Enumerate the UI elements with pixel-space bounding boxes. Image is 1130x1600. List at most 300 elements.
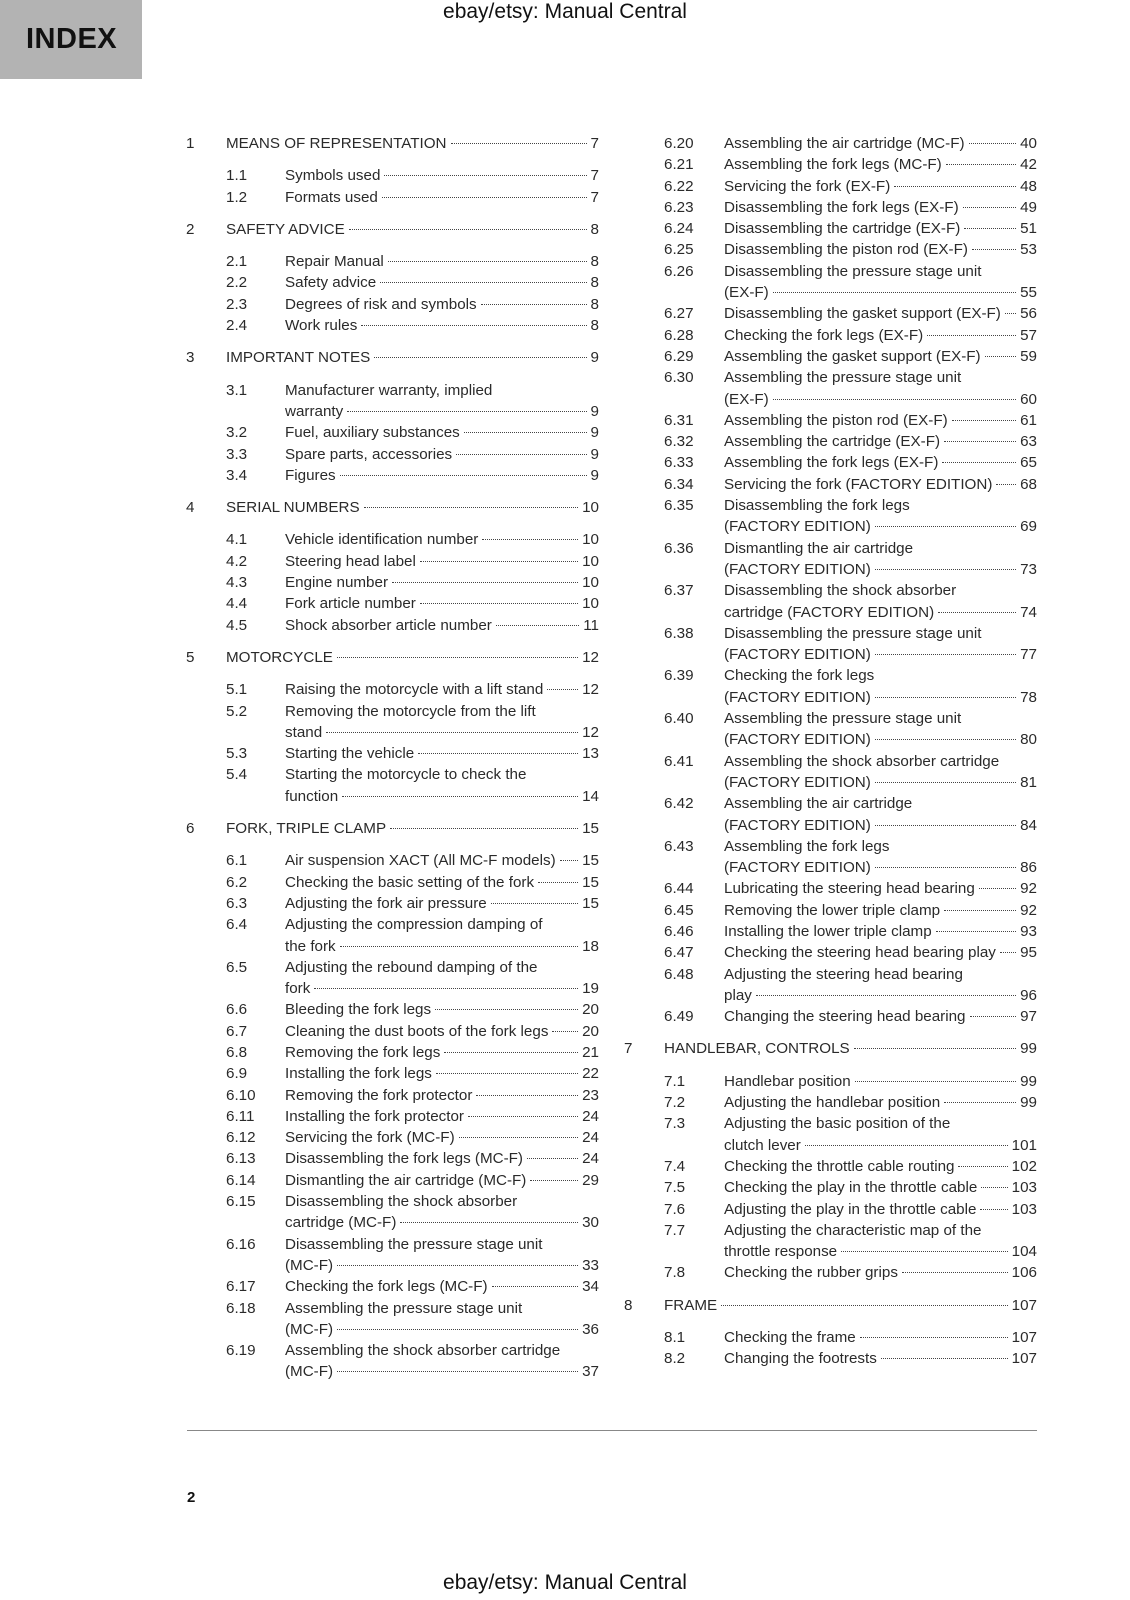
toc-entry-number: 4.4 [226,595,248,613]
toc-entry-title: (MC-F) [285,1363,334,1381]
toc-entry-title: Disassembling the pressure stage unit [724,262,982,280]
toc-entry-title: Adjusting the basic position of the [724,1115,951,1133]
toc-entry-number: 5 [186,648,195,666]
toc-entry-number: 5.2 [226,702,248,720]
toc-entry-title: Assembling the fork legs [724,837,890,855]
leader-dots [364,507,578,508]
toc-section-entry [186,893,599,914]
toc-entry-title: SAFETY ADVICE [226,220,345,238]
toc-section-entry [624,197,1037,218]
toc-entry-title: Shock absorber article number [285,616,492,634]
toc-entry-number: 5.3 [226,745,248,763]
toc-entry-number: 6.45 [664,901,694,919]
leader-dots [530,1180,578,1181]
leader-dots [938,612,1016,613]
leader-dots [875,782,1016,783]
toc-entry-number: 7 [624,1040,633,1058]
leader-dots [382,197,587,198]
toc-entry-title: Checking the basic setting of the fork [285,873,535,891]
toc-entry-title: (FACTORY EDITION) [724,646,871,664]
toc-entry-page: 10 [582,499,599,517]
toc-entry-title: Installing the fork protector [285,1107,464,1125]
toc-entry-page: 81 [1020,773,1037,791]
toc-section-entry [186,850,599,871]
leader-dots [451,143,587,144]
toc-entry-title: Steering head label [285,552,416,570]
toc-entry-title: Symbols used [285,167,381,185]
toc-section-entry [624,708,1037,751]
toc-entry-page: 7 [590,167,599,185]
toc-entry-title: Checking the fork legs (MC-F) [285,1278,488,1296]
toc-chapter-entry [186,497,599,518]
leader-dots [481,304,587,305]
toc-entry-number: 6.16 [226,1235,256,1253]
toc-section-entry [186,165,599,186]
leader-dots [1000,952,1016,953]
leader-dots [860,1337,1008,1338]
toc-entry-page: 61 [1020,411,1037,429]
toc-entry-page: 8 [590,253,599,271]
toc-entry-number: 6.21 [664,156,694,174]
toc-entry-number: 6.32 [664,433,694,451]
toc-entry-page: 8 [590,295,599,313]
watermark-bottom: ebay/etsy: Manual Central [443,1571,687,1594]
toc-entry-title: Vehicle identification number [285,531,479,549]
toc-entry-page: 21 [582,1043,599,1061]
toc-entry-title: Disassembling the piston rod (EX-F) [724,241,968,259]
leader-dots [552,1031,578,1032]
leader-dots [418,753,578,754]
toc-entry-page: 10 [582,595,599,613]
toc-entry-page: 99 [1020,1040,1037,1058]
toc-entry-number: 6.19 [226,1342,256,1360]
toc-section-entry [624,239,1037,260]
toc-entry-title: Safety advice [285,274,377,292]
toc-section-entry [624,367,1037,410]
toc-entry-page: 73 [1020,560,1037,578]
leader-dots [464,432,587,433]
toc-entry-title: Checking the rubber grips [724,1264,898,1282]
toc-section-entry [624,900,1037,921]
toc-section-entry [186,743,599,764]
toc-section-entry [624,793,1037,836]
toc-entry-title: Disassembling the fork legs (EX-F) [724,198,959,216]
toc-entry-number: 6.9 [226,1065,248,1083]
toc-section-entry [624,964,1037,1007]
toc-entry-page: 37 [582,1363,599,1381]
toc-left-column [186,130,599,1383]
leader-dots [805,1145,1008,1146]
toc-section-entry [624,133,1037,154]
toc-section-entry [624,154,1037,175]
toc-entry-title: (FACTORY EDITION) [724,816,871,834]
toc-section-entry [624,1113,1037,1156]
toc-section-entry [624,303,1037,324]
toc-entry-title: Lubricating the steering head bearing [724,880,975,898]
toc-entry-title: Adjusting the play in the throttle cable [724,1200,977,1218]
toc-entry-number: 8.2 [664,1350,686,1368]
toc-entry-number: 4.2 [226,552,248,570]
toc-entry-page: 107 [1011,1329,1037,1347]
toc-section-entry [186,465,599,486]
leader-dots [773,399,1016,400]
toc-entry-title: Assembling the pressure stage unit [724,710,962,728]
toc-entry-title: Raising the motorcycle with a lift stand [285,681,544,699]
leader-dots [337,1371,578,1372]
toc-entry-number: 5.1 [226,681,248,699]
toc-section-entry [186,529,599,550]
leader-dots [347,411,586,412]
toc-entry-title: FRAME [664,1296,718,1314]
toc-entry-title: Assembling the gasket support (EX-F) [724,347,981,365]
toc-entry-title: Air suspension XACT (All MC-F models) [285,852,556,870]
index-tab-label: INDEX [26,23,118,55]
toc-entry-title: Bleeding the fork legs [285,1001,432,1019]
toc-entry-number: 6.5 [226,958,248,976]
toc-entry-title: Assembling the cartridge (EX-F) [724,433,941,451]
toc-entry-number: 6.31 [664,411,694,429]
toc-entry-title: clutch lever [724,1136,801,1154]
toc-entry-title: Disassembling the shock absorber [285,1193,518,1211]
toc-entry-page: 15 [582,873,599,891]
toc-entry-title: Spare parts, accessories [285,445,453,463]
toc-entry-number: 2.3 [226,295,248,313]
toc-entry-title: warranty [285,402,344,420]
toc-section-entry [186,872,599,893]
toc-entry-title: Removing the motorcycle from the lift [285,702,536,720]
leader-dots [420,603,578,604]
leader-dots [380,282,586,283]
toc-entry-title: Disassembling the shock absorber [724,582,957,600]
leader-dots [875,526,1016,527]
leader-dots [456,454,586,455]
toc-section-entry [186,957,599,1000]
leader-dots [444,1052,578,1053]
toc-entry-title: throttle response [724,1243,838,1261]
leader-dots [496,625,579,626]
toc-entry-title: Removing the lower triple clamp [724,901,941,919]
toc-entry-number: 6.38 [664,624,694,642]
leader-dots [1005,313,1016,314]
toc-entry-number: 7.6 [664,1200,686,1218]
toc-section-entry [186,1191,599,1234]
toc-entry-title: (EX-F) [724,284,769,302]
toc-section-entry [186,422,599,443]
toc-section-entry [624,410,1037,431]
toc-entry-page: 12 [582,648,599,666]
toc-entry-number: 6.27 [664,305,694,323]
toc-entry-page: 103 [1011,1200,1037,1218]
toc-chapter-entry [186,219,599,240]
toc-section-entry [624,1071,1037,1092]
toc-section-entry [624,495,1037,538]
footer-divider [187,1430,1037,1431]
leader-dots [721,1305,1008,1306]
toc-entry-page: 65 [1020,454,1037,472]
toc-entry-number: 6.34 [664,475,694,493]
leader-dots [958,1166,1007,1167]
toc-entry-title: FORK, TRIPLE CLAMP [226,820,387,838]
toc-entry-page: 84 [1020,816,1037,834]
toc-entry-title: Starting the motorcycle to check the [285,766,527,784]
toc-entry-page: 101 [1011,1136,1037,1154]
toc-entry-title: Checking the fork legs [724,667,875,685]
toc-entry-title: stand [285,723,323,741]
toc-entry-title: Figures [285,466,336,484]
toc-section-entry [186,315,599,336]
toc-entry-number: 6.25 [664,241,694,259]
page-number: 2 [187,1489,196,1506]
toc-entry-page: 7 [590,188,599,206]
toc-section-entry [624,1092,1037,1113]
toc-entry-title: Assembling the air cartridge [724,795,913,813]
leader-dots [340,946,578,947]
leader-dots [902,1272,1008,1273]
toc-entry-number: 6.8 [226,1043,248,1061]
leader-dots [936,931,1016,932]
toc-entry-title: Installing the lower triple clamp [724,922,932,940]
leader-dots [476,1095,578,1096]
toc-entry-number: 3.1 [226,381,248,399]
toc-entry-title: Assembling the air cartridge (MC-F) [724,135,965,152]
toc-section-entry [186,615,599,636]
toc-section-entry [186,1276,599,1297]
toc-entry-page: 33 [582,1256,599,1274]
toc-section-entry [624,1199,1037,1220]
toc-entry-title: function [285,787,339,805]
leader-dots [349,229,587,230]
toc-entry-page: 9 [590,424,599,442]
toc-entry-title: Removing the fork legs [285,1043,441,1061]
toc-entry-number: 4.5 [226,616,248,634]
toc-entry-page: 92 [1020,901,1037,919]
leader-dots [970,1016,1017,1017]
leader-dots [944,910,1016,911]
toc-section-entry [624,1156,1037,1177]
toc-section-entry [624,1006,1037,1027]
toc-entry-page: 12 [582,723,599,741]
toc-entry-page: 107 [1011,1296,1037,1314]
toc-entry-page: 24 [582,1150,599,1168]
toc-entry-page: 51 [1020,220,1037,238]
leader-dots [944,441,1016,442]
toc-entry-page: 13 [582,745,599,763]
toc-entry-number: 6.33 [664,454,694,472]
toc-section-entry [624,942,1037,963]
toc-entry-number: 3 [186,349,195,367]
toc-entry-title: Cleaning the dust boots of the fork legs [285,1022,549,1040]
toc-entry-page: 99 [1020,1094,1037,1112]
toc-section-entry [186,593,599,614]
toc-entry-page: 9 [590,445,599,463]
toc-entry-page: 10 [582,574,599,592]
toc-entry-title: Assembling the shock absorber cartridge [724,752,1000,770]
toc-entry-page: 29 [582,1171,599,1189]
toc-entry-title: Disassembling the fork legs [724,497,910,515]
toc-entry-page: 8 [590,220,599,238]
toc-section-entry [624,836,1037,879]
toc-entry-number: 6.49 [664,1008,694,1026]
toc-entry-title: Manufacturer warranty, implied [285,381,493,399]
toc-entry-number: 6.11 [226,1107,255,1125]
toc-entry-title: Adjusting the characteristic map of the [724,1221,982,1239]
leader-dots [927,335,1016,336]
toc-entry-page: 78 [1020,688,1037,706]
toc-section-entry [186,1148,599,1169]
toc-chapter-entry [624,1295,1037,1316]
toc-entry-number: 6.41 [664,752,694,770]
toc-entry-title: Checking the frame [724,1329,856,1347]
toc-entry-page: 9 [590,466,599,484]
toc-entry-number: 6.30 [664,369,694,387]
leader-dots [875,569,1016,570]
toc-section-entry [624,452,1037,473]
toc-section-entry [624,665,1037,708]
toc-entry-page: 49 [1020,198,1037,216]
toc-entry-title: Checking the throttle cable routing [724,1157,955,1175]
toc-section-entry [186,999,599,1020]
toc-entry-title: the fork [285,937,336,955]
toc-entry-title: Disassembling the cartridge (EX-F) [724,220,961,238]
toc-entry-number: 6.48 [664,965,694,983]
toc-entry-title: Fuel, auxiliary substances [285,424,460,442]
toc-entry-page: 96 [1020,986,1037,1004]
toc-entry-title: Formats used [285,188,378,206]
toc-section-entry [186,914,599,957]
leader-dots [392,582,578,583]
toc-entry-number: 6.28 [664,326,694,344]
leader-dots [436,1073,578,1074]
toc-entry-title: (FACTORY EDITION) [724,731,871,749]
toc-entry-number: 2.1 [226,253,248,271]
toc-entry-number: 6.4 [226,916,248,934]
toc-section-entry [186,1127,599,1148]
toc-entry-number: 2.4 [226,317,248,335]
toc-entry-title: Servicing the fork (FACTORY EDITION) [724,475,993,493]
toc-entry-page: 93 [1020,922,1037,940]
toc-entry-page: 48 [1020,177,1037,195]
toc-entry-number: 6.24 [664,220,694,238]
toc-entry-page: 57 [1020,326,1037,344]
toc-section-entry [186,764,599,807]
toc-entry-number: 2 [186,220,195,238]
toc-section-entry [186,1085,599,1106]
toc-section-entry [624,474,1037,495]
toc-entry-title: cartridge (FACTORY EDITION) [724,603,935,621]
toc-entry-title: (FACTORY EDITION) [724,560,871,578]
toc-entry-number: 8 [624,1296,633,1314]
toc-entry-page: 40 [1020,135,1037,152]
toc-entry-title: Changing the steering head bearing [724,1008,966,1026]
toc-entry-page: 23 [582,1086,599,1104]
toc-entry-page: 8 [590,274,599,292]
toc-section-entry [624,261,1037,304]
toc-chapter-entry [186,347,599,368]
toc-entry-title: Assembling the pressure stage unit [724,369,962,387]
toc-section-entry [624,176,1037,197]
leader-dots [342,796,578,797]
toc-entry-number: 7.2 [664,1094,686,1112]
leader-dots [942,462,1016,463]
toc-section-entry [186,251,599,272]
toc-section-entry [186,444,599,465]
toc-entry-title: Repair Manual [285,253,384,271]
toc-right-column [624,130,1037,1370]
toc-entry-page: 14 [582,787,599,805]
toc-entry-title: Adjusting the steering head bearing [724,965,963,983]
toc-section-entry [624,1327,1037,1348]
toc-section-entry [624,878,1037,899]
toc-entry-number: 6.12 [226,1129,256,1147]
leader-dots [400,1222,578,1223]
toc-entry-title: Installing the fork legs [285,1065,432,1083]
leader-dots [547,689,578,690]
leader-dots [560,860,578,861]
toc-section-entry [186,1021,599,1042]
toc-section-entry [186,701,599,744]
toc-section-entry [624,623,1037,666]
toc-entry-page: 24 [582,1129,599,1147]
toc-entry-number: 6.46 [664,922,694,940]
toc-entry-number: 7.4 [664,1157,686,1175]
toc-entry-number: 7.5 [664,1179,686,1197]
toc-entry-page: 42 [1020,156,1037,174]
leader-dots [773,292,1016,293]
leader-dots [972,249,1016,250]
toc-section-entry [624,580,1037,623]
leader-dots [875,739,1016,740]
toc-entry-page: 22 [582,1065,599,1083]
toc-section-entry [186,572,599,593]
toc-entry-title: Checking the fork legs (EX-F) [724,326,924,344]
toc-entry-number: 6.10 [226,1086,256,1104]
toc-section-entry [624,1177,1037,1198]
toc-entry-number: 6.35 [664,497,694,515]
leader-dots [979,888,1016,889]
toc-chapter-entry [186,818,599,839]
leader-dots [875,825,1016,826]
toc-entry-title: fork [285,980,311,998]
leader-dots [340,475,587,476]
toc-section-entry [186,187,599,208]
leader-dots [538,882,578,883]
toc-entry-title: Dismantling the air cartridge [724,539,914,557]
leader-dots [894,186,1016,187]
leader-dots [337,1265,578,1266]
toc-entry-number: 8.1 [664,1329,686,1347]
toc-entry-page: 34 [582,1278,599,1296]
toc-entry-number: 1.2 [226,188,248,206]
toc-entry-page: 10 [582,531,599,549]
toc-entry-page: 68 [1020,475,1037,493]
leader-dots [985,356,1016,357]
toc-entry-number: 6 [186,820,195,838]
leader-dots [881,1358,1008,1359]
toc-entry-number: 6.20 [664,135,694,152]
leader-dots [492,1286,579,1287]
toc-entry-number: 6.26 [664,262,694,280]
toc-section-entry [624,1348,1037,1369]
leader-dots [963,207,1016,208]
toc-entry-title: Fork article number [285,595,416,613]
toc-entry-page: 20 [582,1022,599,1040]
leader-dots [944,1102,1016,1103]
toc-entry-number: 3.4 [226,466,248,484]
toc-entry-title: MEANS OF REPRESENTATION [226,135,447,152]
toc-entry-page: 63 [1020,433,1037,451]
toc-entry-title: Assembling the fork legs (MC-F) [724,156,942,174]
toc-entry-number: 6.6 [226,1001,248,1019]
